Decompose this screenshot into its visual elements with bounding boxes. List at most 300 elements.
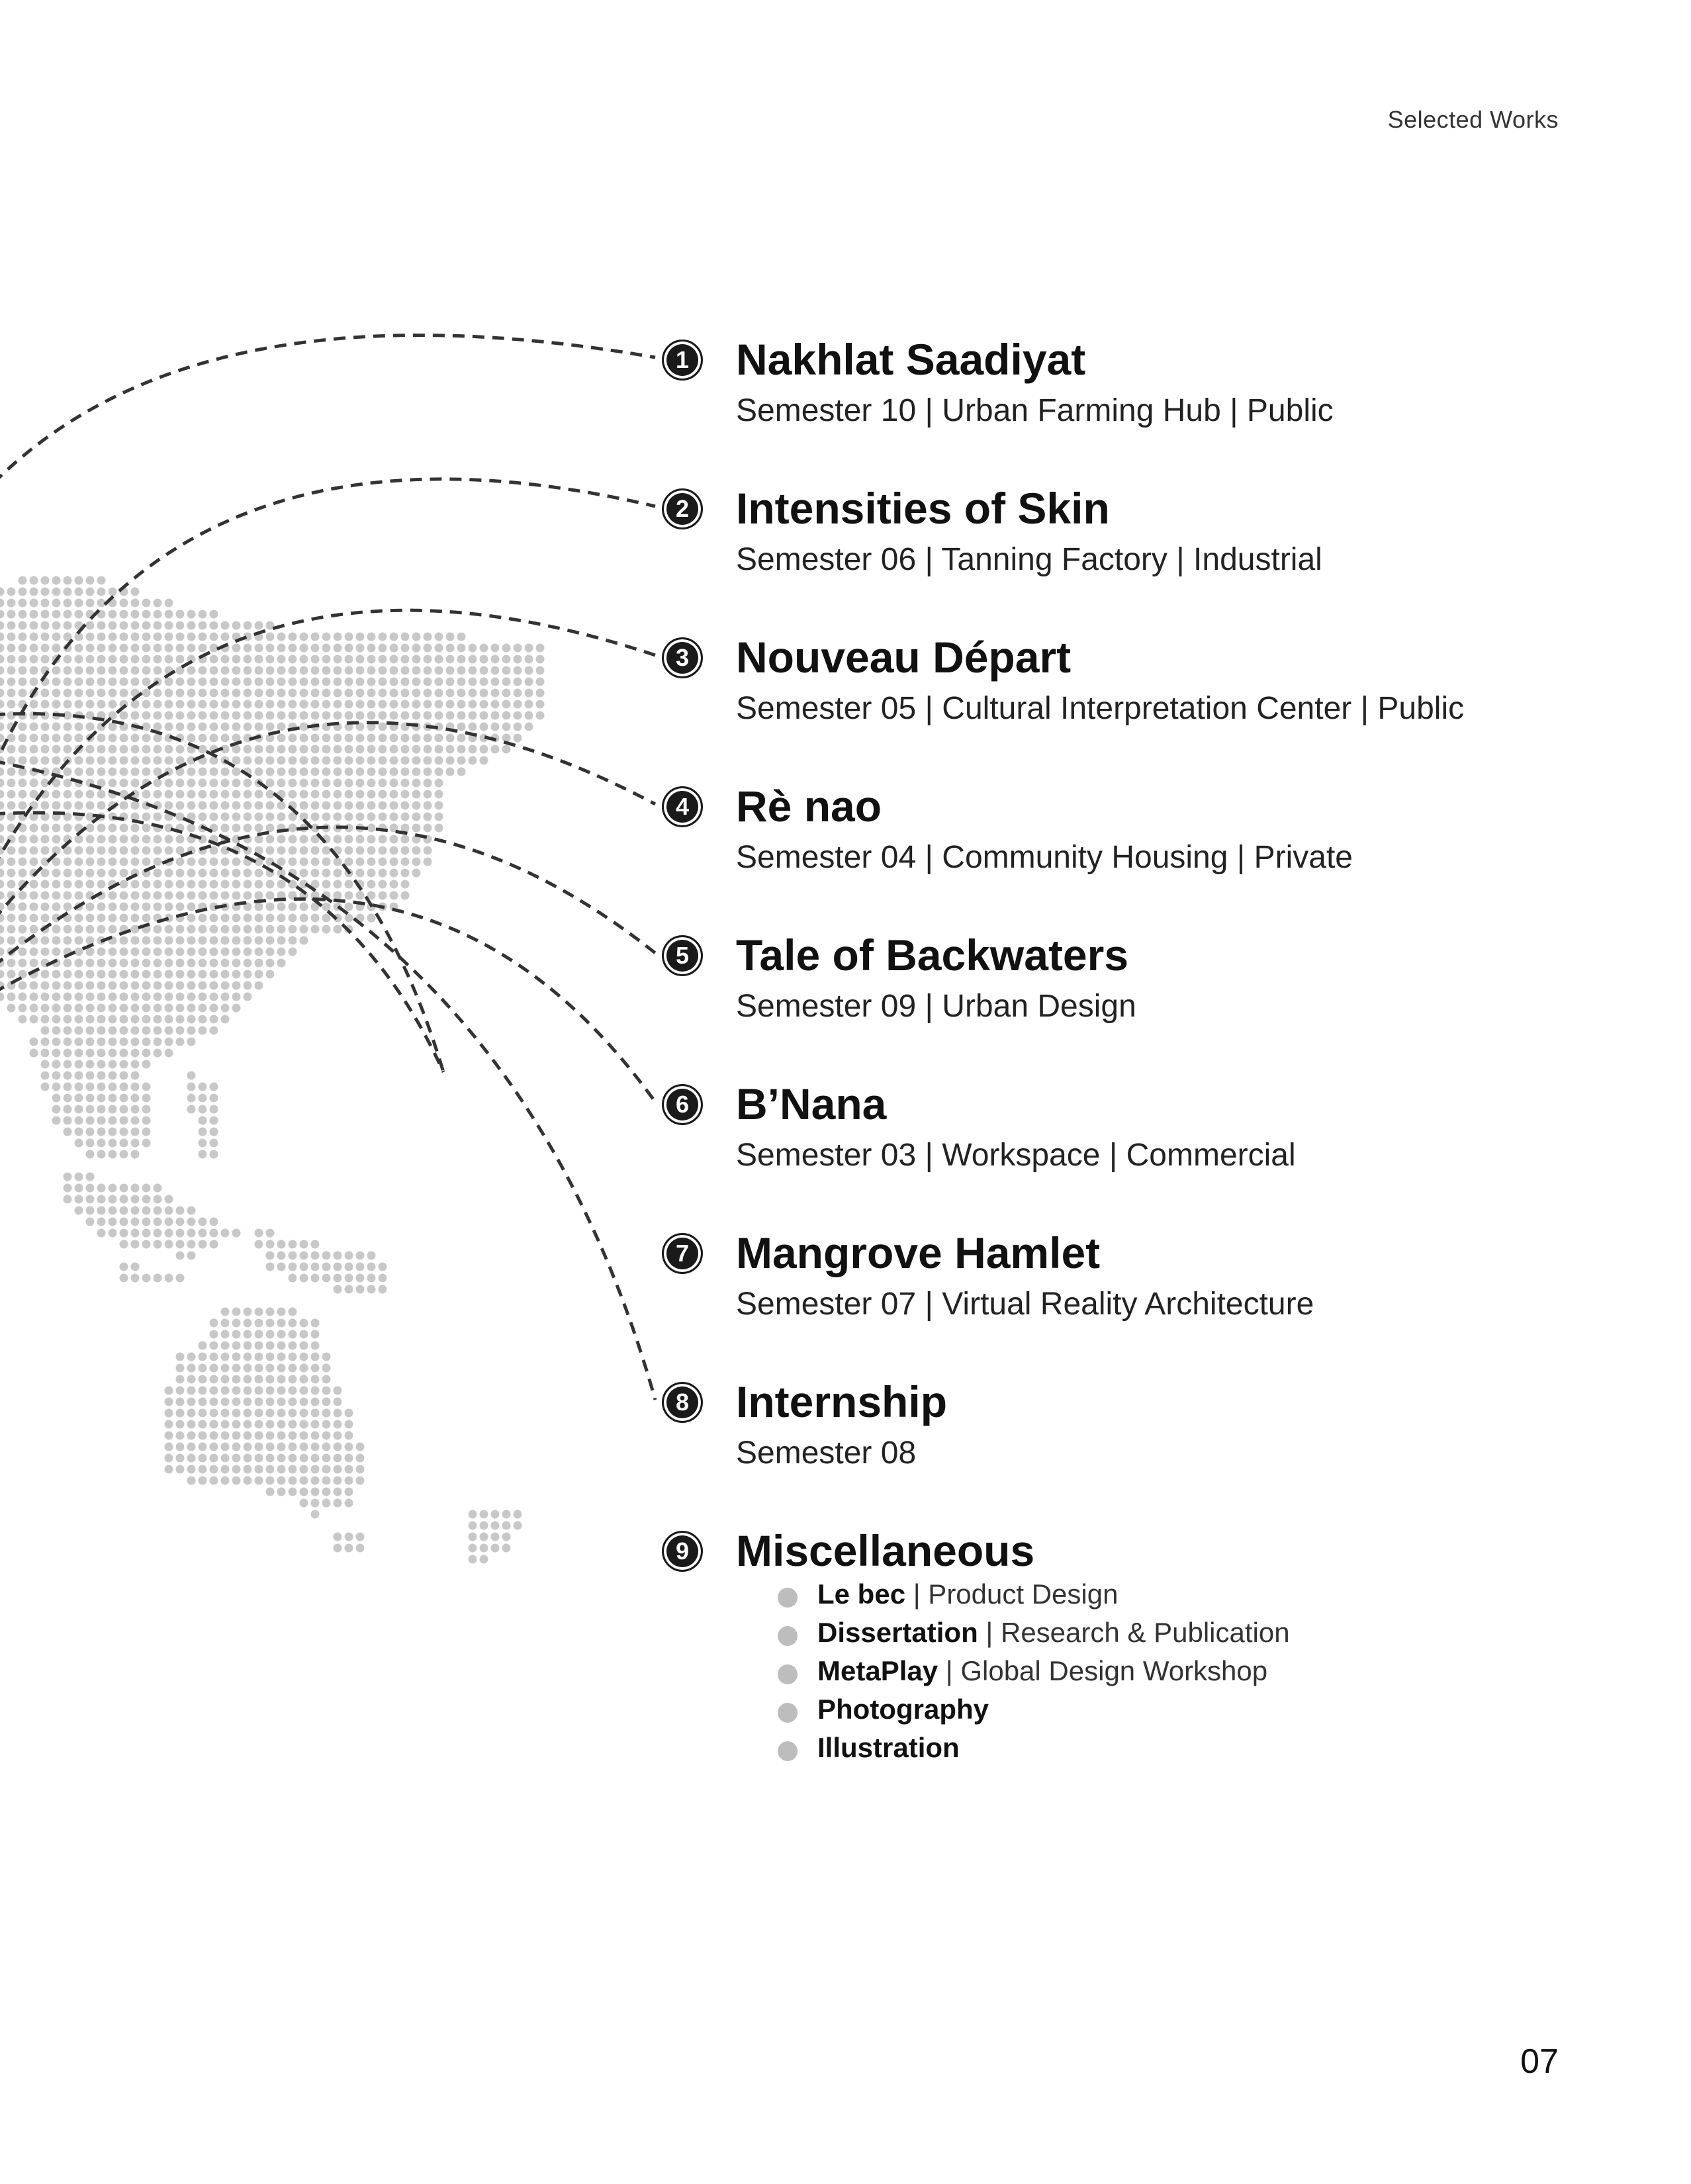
map-dot: [232, 993, 241, 1001]
map-dot: [277, 914, 286, 923]
map-dot: [86, 1116, 95, 1125]
map-dot: [30, 588, 38, 596]
map-dot: [176, 1274, 185, 1283]
map-dot: [255, 1353, 263, 1361]
map-dot: [52, 1026, 61, 1035]
map-dot: [109, 1218, 117, 1226]
map-dot: [142, 734, 151, 743]
map-dot: [19, 891, 27, 900]
map-dot: [311, 1342, 320, 1350]
map-dot: [334, 1454, 342, 1463]
map-dot: [165, 880, 173, 889]
map-dot: [311, 678, 320, 686]
map-dot: [30, 880, 38, 889]
map-dot: [244, 1465, 252, 1474]
map-dot: [75, 1083, 83, 1091]
map-dot: [390, 678, 398, 686]
map-dot: [19, 723, 27, 731]
map-dot: [210, 1004, 218, 1013]
map-dot: [300, 925, 308, 934]
map-dot: [97, 1195, 106, 1204]
map-dot: [232, 970, 241, 979]
map-dot: [75, 644, 83, 653]
map-dot: [390, 880, 398, 889]
map-dot: [187, 981, 196, 990]
map-dot: [345, 846, 353, 855]
map-dot: [41, 1038, 50, 1046]
map-dot: [0, 700, 5, 709]
map-dot: [176, 779, 185, 788]
map-dot: [300, 1409, 308, 1418]
map-dot: [131, 1105, 140, 1114]
map-dot: [97, 576, 106, 585]
map-dot: [176, 1026, 185, 1035]
map-dot: [289, 734, 297, 743]
map-dot: [75, 576, 83, 585]
map-dot: [232, 1229, 241, 1238]
map-dot: [379, 734, 387, 743]
map-dot: [221, 678, 230, 686]
map-dot: [345, 914, 353, 923]
map-dot: [7, 655, 16, 664]
map-dot: [64, 1184, 72, 1193]
map-dot: [277, 723, 286, 731]
map-dot: [131, 948, 140, 956]
map-dot: [120, 993, 128, 1001]
map-dot: [255, 948, 263, 956]
map-dot: [311, 745, 320, 754]
map-dot: [120, 1015, 128, 1024]
map-dot: [255, 644, 263, 653]
map-dot: [64, 588, 72, 596]
map-dot: [131, 914, 140, 923]
work-subtitle: Semester 06 | Tanning Factory | Industrial: [736, 542, 1322, 577]
map-dot: [221, 813, 230, 821]
map-dot: [187, 644, 196, 653]
map-dot: [109, 621, 117, 630]
map-dot: [266, 1454, 275, 1463]
map-dot: [120, 1218, 128, 1226]
map-dot: [64, 666, 72, 675]
map-dot: [109, 678, 117, 686]
map-dot: [176, 981, 185, 990]
map-dot: [52, 599, 61, 608]
map-dot: [41, 745, 50, 754]
map-dot: [289, 1240, 297, 1249]
map-dot: [142, 1105, 151, 1114]
map-dot: [277, 1240, 286, 1249]
map-dot: [19, 801, 27, 810]
map-dot: [255, 1308, 263, 1316]
map-dot: [536, 644, 545, 653]
map-dot: [0, 689, 5, 698]
map-dot: [367, 734, 376, 743]
map-dot: [142, 621, 151, 630]
map-dot: [311, 1499, 320, 1508]
map-dot: [221, 655, 230, 664]
map-dot: [199, 993, 207, 1001]
map-dot: [255, 700, 263, 709]
map-dot: [390, 835, 398, 844]
map-dot: [97, 1083, 106, 1091]
map-dot: [525, 655, 533, 664]
map-dot: [401, 756, 410, 765]
map-dot: [210, 610, 218, 619]
map-dot: [469, 1533, 477, 1541]
map-dot: [187, 666, 196, 675]
map-dot: [187, 1420, 196, 1429]
map-dot: [232, 869, 241, 878]
map-dot: [367, 1251, 376, 1260]
map-dot: [52, 1094, 61, 1103]
map-dot: [390, 700, 398, 709]
map-dot: [187, 1004, 196, 1013]
map-dot: [109, 1038, 117, 1046]
map-dot: [165, 1049, 173, 1058]
map-dot: [367, 1263, 376, 1271]
map-dot: [187, 723, 196, 731]
map-dot: [30, 948, 38, 956]
map-dot: [154, 1240, 162, 1249]
map-dot: [300, 1263, 308, 1271]
map-dot: [277, 1387, 286, 1395]
map-dot: [311, 1387, 320, 1395]
map-dot: [199, 1420, 207, 1429]
map-dot: [176, 700, 185, 709]
map-dot: [210, 1420, 218, 1429]
map-dot: [64, 1026, 72, 1035]
map-dot: [322, 1443, 331, 1451]
map-dot: [446, 633, 455, 641]
map-dot: [41, 610, 50, 619]
map-dot: [345, 711, 353, 720]
map-dot: [266, 1409, 275, 1418]
map-dot: [289, 858, 297, 866]
map-dot: [176, 970, 185, 979]
map-dot: [131, 633, 140, 641]
map-dot: [435, 779, 443, 788]
map-dot: [300, 869, 308, 878]
map-dot: [142, 790, 151, 799]
map-dot: [52, 644, 61, 653]
map-dot: [514, 1522, 522, 1530]
map-dot: [480, 756, 488, 765]
map-dot: [491, 700, 500, 709]
map-dot: [41, 835, 50, 844]
map-dot: [7, 993, 16, 1001]
map-dot: [131, 1015, 140, 1024]
map-dot: [176, 689, 185, 698]
map-dot: [345, 1533, 353, 1541]
map-dot: [64, 745, 72, 754]
map-dot: [345, 1454, 353, 1463]
map-dot: [97, 1184, 106, 1193]
misc-item-name: Le bec: [817, 1578, 906, 1610]
map-dot: [289, 1387, 297, 1395]
map-dot: [300, 711, 308, 720]
map-dot: [52, 588, 61, 596]
map-dot: [277, 835, 286, 844]
map-dot: [311, 1420, 320, 1429]
map-dot: [187, 621, 196, 630]
map-dot: [469, 1544, 477, 1553]
map-dot: [390, 644, 398, 653]
map-dot: [221, 1353, 230, 1361]
map-dot: [64, 1173, 72, 1181]
map-dot: [30, 993, 38, 1001]
map-dot: [97, 1094, 106, 1103]
map-dot: [300, 768, 308, 776]
map-dot: [300, 678, 308, 686]
map-dot: [244, 745, 252, 754]
map-dot: [19, 948, 27, 956]
map-dot: [97, 1060, 106, 1069]
map-dot: [356, 655, 365, 664]
map-dot: [19, 599, 27, 608]
map-dot: [277, 813, 286, 821]
map-dot: [109, 858, 117, 866]
map-dot: [221, 801, 230, 810]
map-dot: [142, 1049, 151, 1058]
map-dot: [300, 779, 308, 788]
map-dot: [221, 790, 230, 799]
map-dot: [277, 1432, 286, 1440]
map-dot: [255, 1342, 263, 1350]
map-dot: [446, 756, 455, 765]
map-dot: [109, 1184, 117, 1193]
map-dot: [41, 880, 50, 889]
map-dot: [277, 880, 286, 889]
map-dot: [244, 824, 252, 833]
map-dot: [165, 869, 173, 878]
map-dot: [165, 1274, 173, 1283]
map-dot: [131, 1094, 140, 1103]
map-dot: [41, 1015, 50, 1024]
map-dot: [311, 756, 320, 765]
map-dot: [86, 1094, 95, 1103]
map-dot: [210, 723, 218, 731]
map-dot: [187, 903, 196, 911]
map-dot: [30, 903, 38, 911]
map-dot: [52, 1083, 61, 1091]
map-dot: [19, 666, 27, 675]
map-dot: [334, 1443, 342, 1451]
map-dot: [334, 1477, 342, 1485]
work-title: Rè nao: [736, 782, 882, 831]
map-dot: [86, 835, 95, 844]
map-dot: [232, 711, 241, 720]
map-dot: [131, 779, 140, 788]
map-dot: [412, 633, 421, 641]
map-dot: [109, 1083, 117, 1091]
map-dot: [30, 824, 38, 833]
map-dot: [322, 745, 331, 754]
map-dot: [120, 1229, 128, 1238]
map-dot: [52, 678, 61, 686]
map-dot: [154, 1195, 162, 1204]
map-dot: [0, 869, 5, 878]
map-dot: [199, 1409, 207, 1418]
map-dot: [52, 846, 61, 855]
map-dot: [131, 835, 140, 844]
map-dot: [7, 925, 16, 934]
map-dot: [75, 981, 83, 990]
map-dot: [64, 700, 72, 709]
map-dot: [97, 1150, 106, 1159]
map-dot: [345, 858, 353, 866]
map-dot: [41, 970, 50, 979]
map-dot: [52, 689, 61, 698]
map-dot: [165, 633, 173, 641]
work-title: Tale of Backwaters: [736, 931, 1129, 979]
map-dot: [154, 745, 162, 754]
map-dot: [131, 1116, 140, 1125]
map-dot: [334, 678, 342, 686]
map-dot: [120, 610, 128, 619]
work-subtitle: Semester 08: [736, 1435, 917, 1471]
map-dot: [131, 1184, 140, 1193]
map-dot: [165, 959, 173, 968]
map-dot: [277, 1477, 286, 1485]
map-dot: [401, 711, 410, 720]
map-dot: [345, 835, 353, 844]
map-dot: [0, 925, 5, 934]
map-dot: [244, 1308, 252, 1316]
map-dot: [379, 655, 387, 664]
map-dot: [255, 621, 263, 630]
map-dot: [210, 1139, 218, 1148]
map-dot: [390, 790, 398, 799]
dotted-map-dots: [0, 576, 545, 1564]
map-dot: [469, 666, 477, 675]
map-dot: [97, 678, 106, 686]
map-dot: [244, 993, 252, 1001]
map-dot: [300, 846, 308, 855]
map-dot: [255, 689, 263, 698]
map-dot: [165, 835, 173, 844]
map-dot: [244, 756, 252, 765]
map-dot: [30, 1038, 38, 1046]
map-dot: [142, 970, 151, 979]
map-dot: [154, 1274, 162, 1283]
map-dot: [469, 644, 477, 653]
map-dot: [502, 1533, 511, 1541]
map-dot: [64, 801, 72, 810]
map-dot: [379, 1263, 387, 1271]
map-dot: [390, 813, 398, 821]
map-dot: [97, 655, 106, 664]
map-dot: [345, 745, 353, 754]
map-dot: [469, 1510, 477, 1519]
map-dot: [210, 1375, 218, 1384]
map-dot: [232, 1353, 241, 1361]
map-dot: [41, 891, 50, 900]
map-dot: [210, 1015, 218, 1024]
map-dot: [210, 1443, 218, 1451]
map-dot: [7, 858, 16, 866]
map-dot: [120, 678, 128, 686]
map-dot: [322, 779, 331, 788]
map-dot: [142, 768, 151, 776]
map-dot: [64, 779, 72, 788]
map-dot: [232, 644, 241, 653]
map-dot: [165, 1432, 173, 1440]
map-dot: [300, 1240, 308, 1249]
map-dot: [390, 633, 398, 641]
map-dot: [334, 813, 342, 821]
map-dot: [75, 666, 83, 675]
map-dot: [142, 891, 151, 900]
map-dot: [109, 633, 117, 641]
map-dot: [154, 1004, 162, 1013]
map-dot: [75, 1195, 83, 1204]
map-dot: [244, 644, 252, 653]
map-dot: [52, 925, 61, 934]
map-dot: [19, 779, 27, 788]
map-dot: [379, 700, 387, 709]
bullet-dot: [778, 1703, 798, 1723]
map-dot: [210, 801, 218, 810]
map-dot: [379, 756, 387, 765]
map-dot: [131, 1128, 140, 1136]
map-dot: [379, 779, 387, 788]
map-dot: [120, 1274, 128, 1283]
map-dot: [255, 981, 263, 990]
map-dot: [0, 858, 5, 866]
map-dot: [7, 621, 16, 630]
map-dot: [199, 1342, 207, 1350]
map-dot: [30, 644, 38, 653]
map-dot: [165, 891, 173, 900]
map-dot: [187, 734, 196, 743]
map-dot: [154, 959, 162, 968]
map-dot: [86, 700, 95, 709]
map-dot: [210, 1387, 218, 1395]
map-dot: [311, 1251, 320, 1260]
map-dot: [232, 779, 241, 788]
map-dot: [52, 723, 61, 731]
map-dot: [311, 633, 320, 641]
map-dot: [210, 813, 218, 821]
map-dot: [41, 1060, 50, 1069]
map-dot: [311, 1274, 320, 1283]
map-dot: [41, 700, 50, 709]
map-dot: [232, 1432, 241, 1440]
map-dot: [131, 1038, 140, 1046]
map-dot: [165, 970, 173, 979]
map-dot: [491, 1522, 500, 1530]
map-dot: [64, 858, 72, 866]
map-dot: [154, 711, 162, 720]
map-dot: [435, 756, 443, 765]
map-dot: [266, 1432, 275, 1440]
map-dot: [514, 644, 522, 653]
map-dot: [131, 824, 140, 833]
map-dot: [19, 621, 27, 630]
map-dot: [86, 858, 95, 866]
map-dot: [176, 1353, 185, 1361]
map-dot: [176, 1206, 185, 1215]
map-dot: [86, 678, 95, 686]
map-dot: [187, 1229, 196, 1238]
map-dot: [120, 1094, 128, 1103]
map-dot: [356, 644, 365, 653]
map-dot: [367, 835, 376, 844]
map-dot: [457, 745, 466, 754]
map-dot: [480, 1555, 488, 1564]
map-dot: [491, 644, 500, 653]
misc-item-name: Illustration: [817, 1732, 960, 1763]
